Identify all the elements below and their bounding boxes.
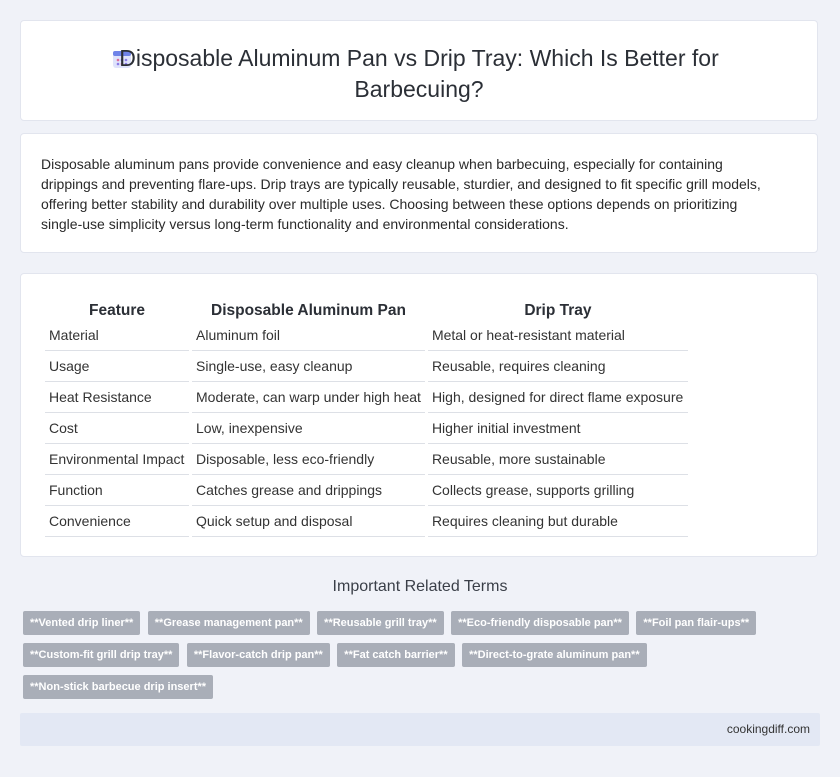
table-cell: Low, inexpensive	[192, 413, 425, 444]
table-row	[45, 351, 688, 382]
table-cell: Metal or heat-resistant material	[428, 320, 688, 351]
header-disposable-pan: Disposable Aluminum Pan	[211, 302, 406, 319]
intro-paragraph: Disposable aluminum pans provide convenience and easy cleanup when barbecuing, especially for containing drippings and preventing flare-ups. Drip trays are typically reusable, sturdier, and designed to fit specific grill models, offering better stability and durability over multiple uses. Choosing between these options depends on prioritizing single-use simplicity versus long-term functionality and environmental considerations.	[41, 156, 761, 232]
table-cell: Usage	[45, 351, 189, 382]
table-row	[45, 382, 688, 413]
header-feature: Feature	[89, 302, 145, 319]
comparison-table	[42, 294, 691, 537]
related-term-tag[interactable]: **Fat catch barrier**	[337, 643, 454, 667]
table-cell: Aluminum foil	[192, 320, 425, 351]
related-term-tag[interactable]: **Grease management pan**	[148, 611, 310, 635]
related-terms-list	[23, 611, 803, 707]
related-term-tag[interactable]: **Eco-friendly disposable pan**	[451, 611, 629, 635]
related-term-tag[interactable]: **Foil pan flair-ups**	[636, 611, 756, 635]
table-row	[45, 475, 688, 506]
related-term-tag[interactable]: **Flavor-catch drip pan**	[187, 643, 330, 667]
table-row	[45, 506, 688, 537]
comparison-card	[20, 273, 818, 557]
table-cell: Disposable, less eco-friendly	[192, 444, 425, 475]
related-terms-heading: Important Related Terms	[332, 578, 508, 595]
table-cell: Reusable, requires cleaning	[428, 351, 688, 382]
intro-card	[20, 133, 818, 253]
table-row	[45, 413, 688, 444]
related-term-tag[interactable]: **Custom-fit grill drip tray**	[23, 643, 179, 667]
table-cell: Function	[45, 475, 189, 506]
related-term-tag[interactable]: **Vented drip liner**	[23, 611, 140, 635]
table-cell: High, designed for direct flame exposure	[428, 382, 688, 413]
table-cell: Moderate, can warp under high heat	[192, 382, 425, 413]
table-cell: Collects grease, supports grilling	[428, 475, 688, 506]
table-cell: Reusable, more sustainable	[428, 444, 688, 475]
table-cell: Environmental Impact	[45, 444, 189, 475]
table-cell: Cost	[45, 413, 189, 444]
title-card	[20, 20, 818, 121]
table-cell: Heat Resistance	[45, 382, 189, 413]
table-cell: Convenience	[45, 506, 189, 537]
table-cell: Higher initial investment	[428, 413, 688, 444]
table-row	[45, 320, 688, 351]
footer	[20, 713, 820, 746]
related-term-tag[interactable]: **Non-stick barbecue drip insert**	[23, 675, 213, 699]
related-term-tag[interactable]: **Direct-to-grate aluminum pan**	[462, 643, 647, 667]
table-row	[45, 444, 688, 475]
table-cell: Material	[45, 320, 189, 351]
table-cell: Catches grease and drippings	[192, 475, 425, 506]
header-drip-tray: Drip Tray	[524, 302, 592, 319]
table-cell: Single-use, easy cleanup	[192, 351, 425, 382]
table-header-row	[45, 294, 688, 320]
table-cell: Requires cleaning but durable	[428, 506, 688, 537]
footer-site-link[interactable]: cookingdiff.com	[726, 722, 810, 736]
table-cell: Quick setup and disposal	[192, 506, 425, 537]
related-term-tag[interactable]: **Reusable grill tray**	[317, 611, 444, 635]
page-title: Disposable Aluminum Pan vs Drip Tray: Which Is Better for Barbecuing?	[119, 45, 719, 102]
